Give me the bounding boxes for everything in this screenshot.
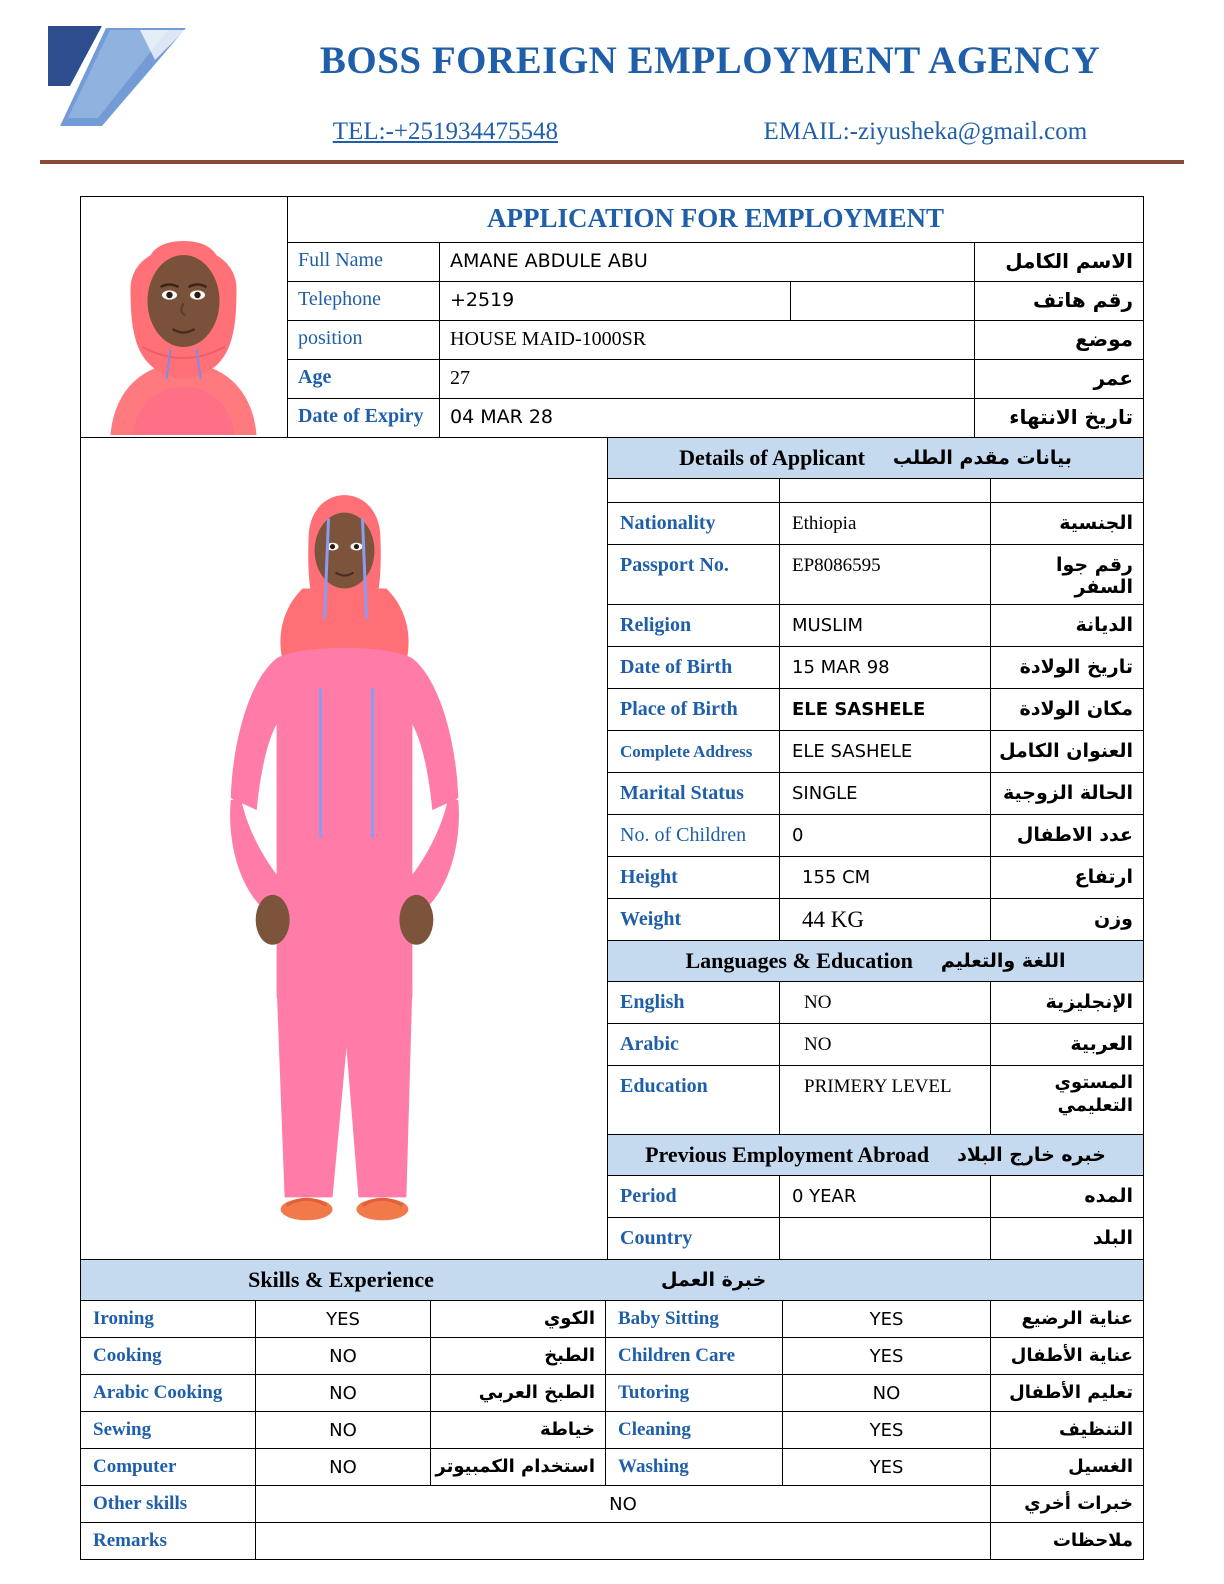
field-label-arabic: Arabic <box>608 1024 780 1065</box>
field-value-education: PRIMERY LEVEL <box>780 1066 991 1134</box>
field-value-age: 27 <box>440 360 975 398</box>
middle-section <box>81 438 1143 1260</box>
table-row <box>608 1176 1143 1218</box>
agency-logo-icon <box>40 22 230 132</box>
skill-label-cleaning: Cleaning <box>606 1412 783 1448</box>
table-row <box>608 815 1143 857</box>
table-row <box>81 1449 1143 1486</box>
skill-label-remarks: Remarks <box>81 1523 256 1559</box>
table-row <box>81 1523 1143 1559</box>
field-arabic-telephone: رقم هاتف <box>1033 288 1133 312</box>
table-row <box>81 1375 1143 1412</box>
table-row <box>608 899 1143 941</box>
field-value-telephone: +2519 <box>440 282 791 320</box>
table-row <box>288 399 1143 437</box>
field-label-education: Education <box>608 1066 780 1134</box>
skill-arabic-sewing: خياطة <box>431 1412 606 1448</box>
applicant-portrait-photo <box>81 197 288 437</box>
skill-value-children-care: YES <box>783 1338 991 1374</box>
field-label-date-of-expiry: Date of Expiry <box>288 399 440 437</box>
field-arabic-date-of-expiry: تاريخ الانتهاء <box>1009 405 1133 429</box>
skill-label-baby-sitting: Baby Sitting <box>606 1301 783 1337</box>
table-row <box>608 773 1143 815</box>
field-arabic-marital-status: الحالة الزوجية <box>1003 782 1133 804</box>
field-value-place-of-birth: ELE SASHELE <box>780 689 991 730</box>
table-row <box>288 243 1143 282</box>
field-arabic-education: المستوي التعليمي <box>1054 1072 1133 1116</box>
field-arabic-country: البلد <box>1092 1227 1133 1249</box>
section-header-skills <box>81 1260 1143 1301</box>
skill-arabic-baby-sitting: عناية الرضيع <box>1021 1308 1133 1329</box>
skill-value-arabic-cooking: NO <box>256 1375 431 1411</box>
field-arabic-full-name: الاسم الكامل <box>1005 249 1133 273</box>
section-title-prev-emp-en: Previous Employment Abroad <box>645 1142 930 1167</box>
email-text: EMAIL:-ziyusheka@gmail.com <box>763 118 1088 145</box>
table-row <box>288 321 1143 360</box>
skill-label-washing: Washing <box>606 1449 783 1485</box>
skill-label-children-care: Children Care <box>606 1338 783 1374</box>
field-arabic-age: عمر <box>1093 366 1133 390</box>
skill-value-remarks <box>256 1523 991 1559</box>
skill-value-other-skills: NO <box>256 1486 991 1522</box>
table-row <box>608 982 1143 1024</box>
contact-row <box>230 118 1190 146</box>
field-label-marital-status: Marital Status <box>608 773 780 814</box>
skill-value-washing: YES <box>783 1449 991 1485</box>
field-arabic-period: المده <box>1084 1185 1133 1207</box>
section-header-languages <box>608 941 1143 982</box>
table-row <box>288 282 1143 321</box>
skill-value-tutoring: NO <box>783 1375 991 1411</box>
skill-arabic-other-skills: خبرات أخري <box>1024 1493 1133 1514</box>
table-row <box>608 731 1143 773</box>
field-arabic-arabic: العربية <box>1070 1033 1133 1055</box>
field-value-english: NO <box>780 982 991 1023</box>
spacer-row <box>608 479 1143 503</box>
field-arabic-complete-address: العنوان الكامل <box>999 740 1133 762</box>
field-label-weight: Weight <box>608 899 780 940</box>
table-row <box>81 1486 1143 1523</box>
field-value-arabic: NO <box>780 1024 991 1065</box>
field-label-nationality: Nationality <box>608 503 780 544</box>
field-spacer-telephone <box>791 282 975 320</box>
table-row <box>81 1412 1143 1449</box>
field-value-no-of-children: 0 <box>780 815 991 856</box>
field-value-date-of-expiry: 04 MAR 28 <box>440 399 975 437</box>
section-title-skills-ar: خبرة العمل <box>661 1269 767 1291</box>
field-arabic-religion: الديانة <box>1075 614 1133 636</box>
skill-arabic-children-care: عناية الأطفال <box>1010 1345 1133 1366</box>
table-row <box>608 1024 1143 1066</box>
application-info <box>288 197 1143 437</box>
field-arabic-place-of-birth: مكان الولادة <box>1019 698 1133 720</box>
skill-label-sewing: Sewing <box>81 1412 256 1448</box>
section-title-details-en: Details of Applicant <box>679 445 865 470</box>
skill-arabic-cooking: الطبخ <box>431 1338 606 1374</box>
field-label-age: Age <box>288 360 440 398</box>
skill-arabic-washing: الغسيل <box>1068 1456 1133 1477</box>
field-value-religion: MUSLIM <box>780 605 991 646</box>
table-row <box>608 647 1143 689</box>
field-arabic-position: موضع <box>1075 327 1133 351</box>
telephone-text: TEL:-+251934475548 <box>332 118 558 145</box>
field-label-position: position <box>288 321 440 359</box>
skills-section <box>81 1260 1143 1559</box>
field-value-nationality: Ethiopia <box>780 503 991 544</box>
field-value-marital-status: SINGLE <box>780 773 991 814</box>
field-label-passport-no: Passport No. <box>608 545 780 604</box>
table-row <box>608 857 1143 899</box>
skill-arabic-remarks: ملاحظات <box>1052 1530 1133 1551</box>
skill-value-computer: NO <box>256 1449 431 1485</box>
field-arabic-no-of-children: عدد الاطفال <box>1016 824 1133 846</box>
field-arabic-passport-no: رقم جوا السفر <box>1055 554 1133 598</box>
header-divider <box>40 160 1184 164</box>
table-row <box>608 689 1143 731</box>
section-title-prev-emp-ar: خبره خارج البلاد <box>957 1144 1106 1166</box>
field-value-full-name: AMANE ABDULE ABU <box>440 243 975 281</box>
table-row <box>81 1301 1143 1338</box>
skill-label-cooking: Cooking <box>81 1338 256 1374</box>
section-header-details <box>608 438 1143 479</box>
field-value-weight: 44 KG <box>780 899 991 940</box>
field-value-passport-no: EP8086595 <box>780 545 991 604</box>
table-row <box>608 1066 1143 1135</box>
field-arabic-nationality: الجنسية <box>1059 512 1133 534</box>
field-label-telephone: Telephone <box>288 282 440 320</box>
table-row <box>608 545 1143 605</box>
section-title-skills-en: Skills & Experience <box>248 1267 434 1292</box>
table-row <box>608 1218 1143 1259</box>
section-header-previous-employment <box>608 1135 1143 1176</box>
application-frame <box>80 196 1144 1560</box>
table-row <box>608 605 1143 647</box>
field-label-full-name: Full Name <box>288 243 440 281</box>
details-column <box>608 438 1143 1259</box>
skill-label-other-skills: Other skills <box>81 1486 256 1522</box>
skill-value-sewing: NO <box>256 1412 431 1448</box>
skill-label-tutoring: Tutoring <box>606 1375 783 1411</box>
skill-arabic-ironing: الكوي <box>431 1301 606 1337</box>
field-value-period: 0 YEAR <box>780 1176 991 1217</box>
skill-label-arabic-cooking: Arabic Cooking <box>81 1375 256 1411</box>
skill-label-computer: Computer <box>81 1449 256 1485</box>
page-title: APPLICATION FOR EMPLOYMENT <box>288 197 1143 243</box>
field-label-religion: Religion <box>608 605 780 646</box>
field-label-english: English <box>608 982 780 1023</box>
field-arabic-height: ارتفاع <box>1074 866 1133 888</box>
field-value-country <box>780 1218 991 1259</box>
field-value-complete-address: ELE SASHELE <box>780 731 991 772</box>
skill-value-baby-sitting: YES <box>783 1301 991 1337</box>
company-title: BOSS FOREIGN EMPLOYMENT AGENCY <box>319 39 1101 82</box>
field-label-height: Height <box>608 857 780 898</box>
table-row <box>81 1338 1143 1375</box>
applicant-full-body-photo <box>81 438 608 1259</box>
section-title-details-ar: بيانات مقدم الطلب <box>892 447 1072 469</box>
field-label-complete-address: Complete Address <box>608 731 780 772</box>
skill-value-cooking: NO <box>256 1338 431 1374</box>
skill-arabic-tutoring: تعليم الأطفال <box>1009 1382 1133 1403</box>
skill-value-cleaning: YES <box>783 1412 991 1448</box>
document-header <box>0 0 1224 170</box>
field-label-no-of-children: No. of Children <box>608 815 780 856</box>
field-arabic-weight: وزن <box>1094 908 1133 930</box>
skill-label-ironing: Ironing <box>81 1301 256 1337</box>
skill-arabic-computer: استخدام الكمبيوتر <box>431 1449 606 1485</box>
field-label-date-of-birth: Date of Birth <box>608 647 780 688</box>
section-title-languages-ar: اللغة والتعليم <box>940 950 1066 972</box>
table-row <box>288 360 1143 399</box>
field-arabic-date-of-birth: تاريخ الولادة <box>1019 656 1133 678</box>
field-arabic-english: الإنجليزية <box>1045 991 1133 1013</box>
top-section <box>81 197 1143 438</box>
field-value-position: HOUSE MAID-1000SR <box>440 321 975 359</box>
skill-arabic-arabic-cooking: الطبخ العربي <box>431 1375 606 1411</box>
field-label-country: Country <box>608 1218 780 1259</box>
section-title-languages-en: Languages & Education <box>685 948 913 973</box>
field-label-place-of-birth: Place of Birth <box>608 689 780 730</box>
field-value-height: 155 CM <box>780 857 991 898</box>
skill-value-ironing: YES <box>256 1301 431 1337</box>
table-row <box>608 503 1143 545</box>
skill-arabic-cleaning: التنظيف <box>1059 1419 1133 1440</box>
field-label-period: Period <box>608 1176 780 1217</box>
field-value-date-of-birth: 15 MAR 98 <box>780 647 991 688</box>
